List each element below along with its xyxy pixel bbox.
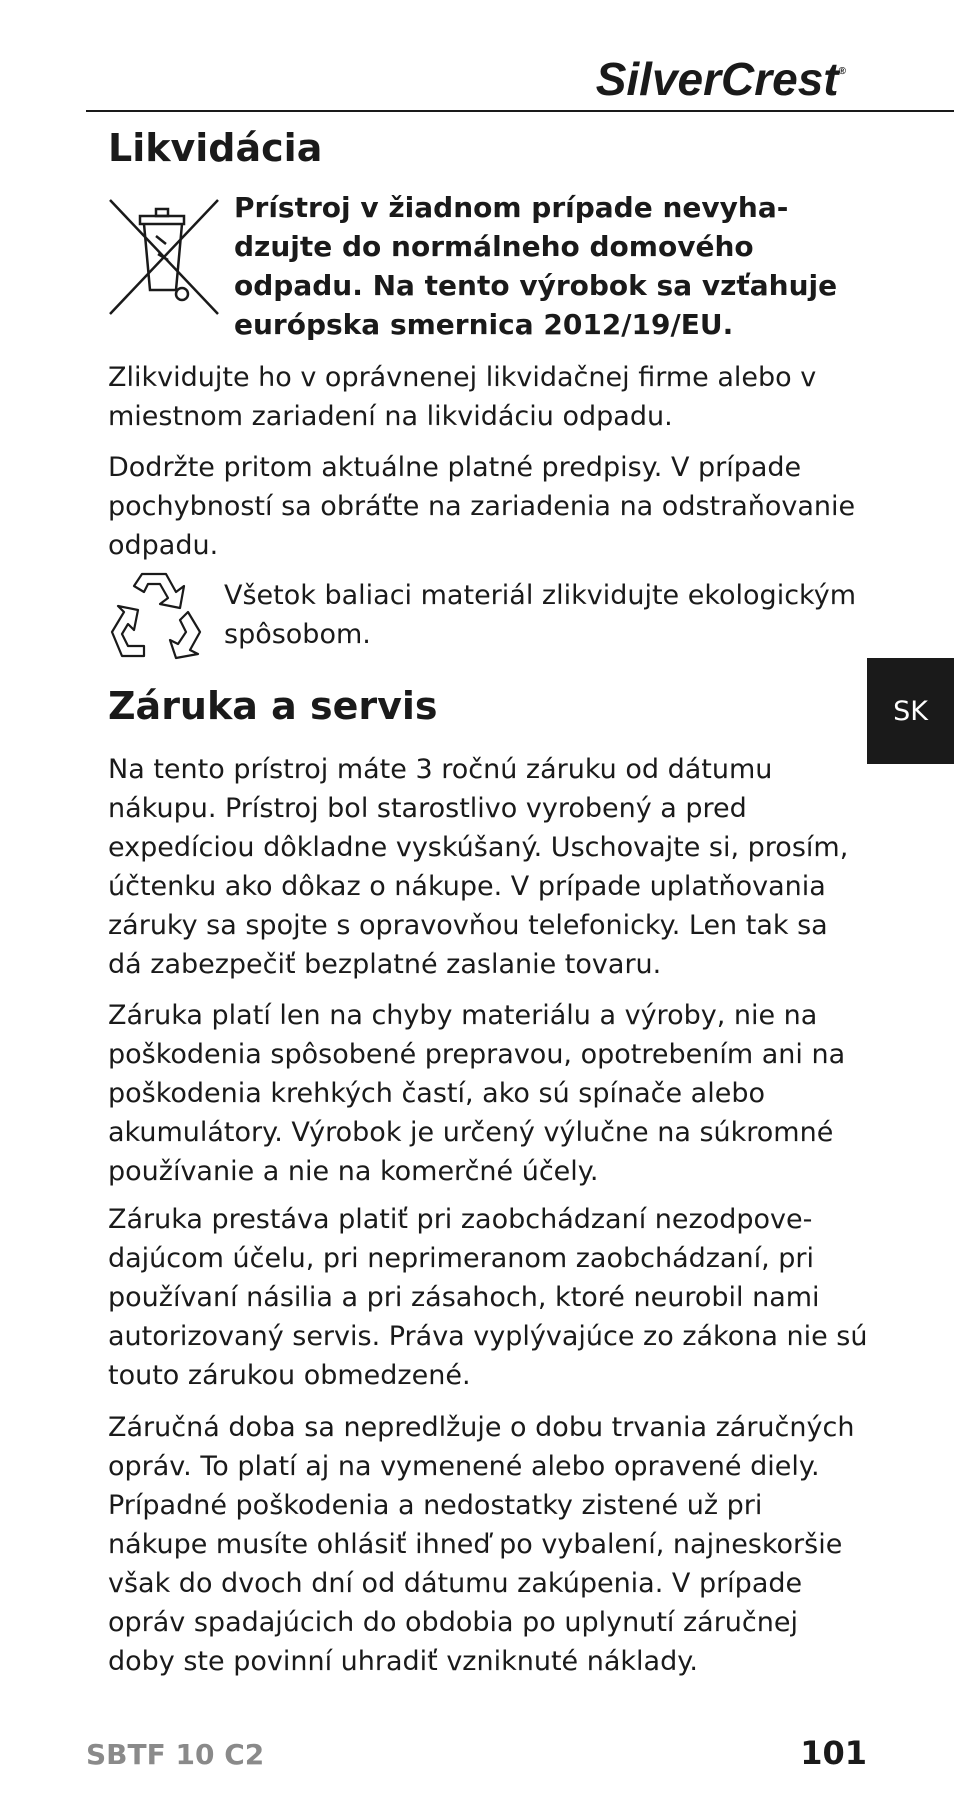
recycle-icon [104,566,208,662]
disposal-paragraph-1: Zlikvidujte ho v oprávnenej likvidačnej firme alebo v miestnom zariadení na likvidáciu odpadu. [108,362,817,432]
language-tab-label: SK [893,695,928,727]
disposal-heading: Likvidácia [108,126,323,170]
language-tab [867,658,954,764]
warranty-paragraph-4: Záručná doba sa nepredlžuje o dobu trvania záručných opráv. To platí aj na vymenené alebo opravené diely. Prípadné poškodenia a nedostatky zistené už pri nákupe musíte ohlásiť ihneď po vybalení, najneskoršie však do dvoch dní od dátumu zakúpenia. V prípade opráv spadajúcich do obdobia po uplynutí záručnej doby ste povinní uhradiť vzniknuté náklady. [108,1412,855,1677]
brand-logo [596,52,846,106]
brand-name: SilverCrest [595,53,839,105]
disposal-paragraph-2: Dodržte pritom aktuálne platné predpisy. V prípade pochybností sa obráťte na zariadenia na odstraňovanie odpadu. [108,452,856,561]
warranty-paragraph-1: Na tento prístroj máte 3 ročnú záruku od dátumu nákupu. Prístroj bol starostlivo vyrobený a pred expedíciou dôkladne vyskúšaný. Uschovajte si, prosím, účtenku ako dôkaz o nákupe. V prípade uplatňovania záruky sa spojte s opravovňou telefonicky. Len tak sa dá zabezpečiť bezplatné zaslanie tovaru. [108,754,849,980]
recycle-text: Všetok baliaci materiál zlikvidujte ekologickým spôsobom. [224,580,856,650]
warranty-paragraph-2: Záruka platí len na chyby materiálu a výroby, nie na poškodenia spôsobené prepravou, opotrebením ani na poškodenia krehkých častí, ako sú spínače alebo akumulátory. Výrobok je určený výlučne na súkromné používanie a nie na komerčné účely. [108,1000,846,1187]
warranty-heading: Záruka a servis [108,684,438,728]
registered-mark: ® [838,66,846,77]
page-number: 101 [800,1734,867,1772]
warranty-paragraph-3: Záruka prestáva platiť pri zaobchádzaní nezodpovedajúcom účelu, pri neprimeranom zaobchádzaní, pri používaní násilia a pri zásahoch, ktoré neurobil nami autorizovaný servis. Práva vyplývajúce zo zákona nie sú touto zárukou obmedzené. [108,1204,868,1391]
header-rule [86,110,954,112]
disposal-warning: Prístroj v žiadnom prípade nevyhadzujte do normálneho domového odpadu. Na tento výrobok sa vzťahuje európska smernica 2012/19/EU. [234,191,838,341]
crossed-bin-icon [106,196,226,320]
footer-model: SBTF 10 C2 [86,1738,265,1771]
